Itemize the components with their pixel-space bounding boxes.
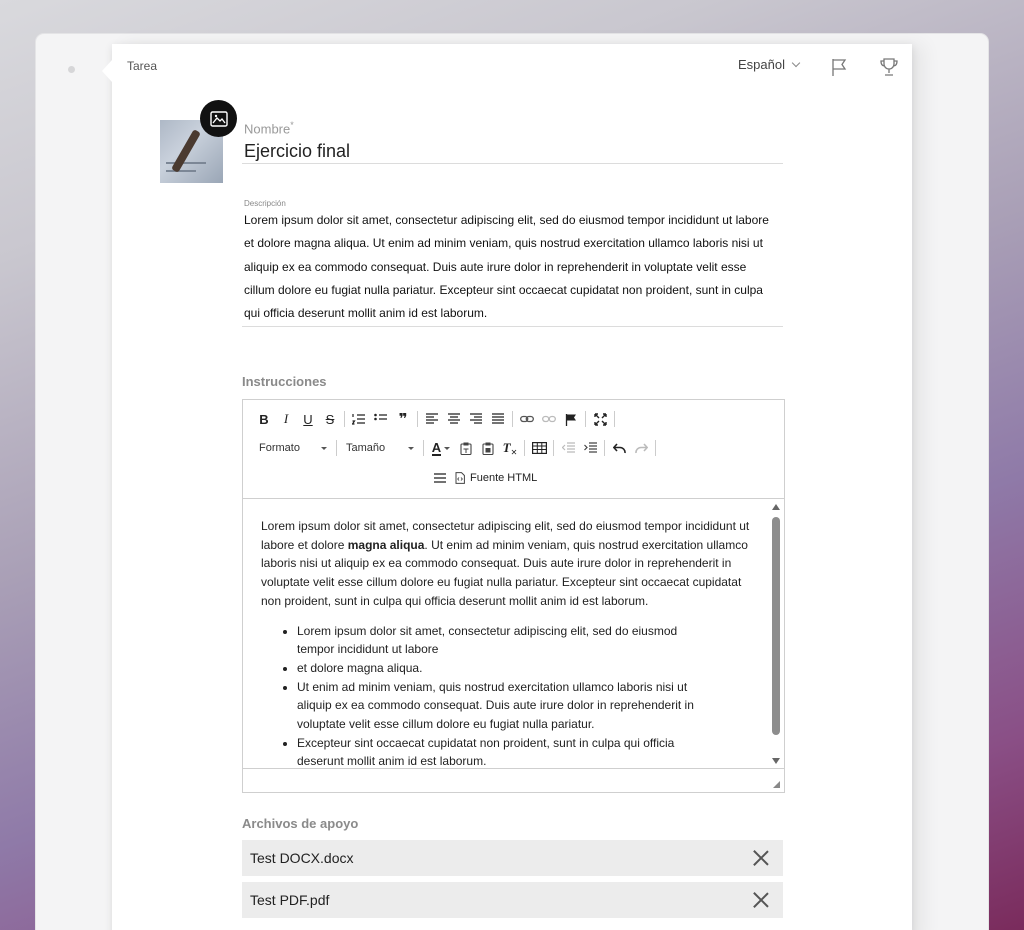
toolbar-row-3 xyxy=(429,467,541,489)
unlink-button[interactable] xyxy=(538,408,560,430)
maximize-button[interactable] xyxy=(589,408,611,430)
format-dropdown-label: Formato xyxy=(259,442,300,454)
name-label xyxy=(244,120,294,136)
toolbar-row-2 xyxy=(253,437,659,459)
language-label: Español xyxy=(738,57,785,72)
unlink-icon xyxy=(542,415,556,423)
horizontal-rule-button[interactable] xyxy=(429,467,451,489)
description-underline xyxy=(242,326,783,327)
underline-button[interactable]: U xyxy=(303,411,313,427)
toolbar-separator xyxy=(585,411,586,427)
maximize-icon xyxy=(594,413,607,426)
link-button[interactable] xyxy=(516,408,538,430)
scroll-down-arrow-icon[interactable] xyxy=(772,758,780,764)
clear-format-x-icon: ✕ xyxy=(510,447,518,457)
editor-statusbar xyxy=(243,768,784,792)
support-files-label: Archivos de apoyo xyxy=(242,816,359,831)
breadcrumb: Tarea xyxy=(127,59,158,73)
change-image-button[interactable] xyxy=(200,100,237,137)
justify-button[interactable] xyxy=(487,408,509,430)
toolbar-separator xyxy=(655,440,656,456)
redo-icon xyxy=(635,443,648,454)
file-name[interactable]: Test DOCX.docx xyxy=(250,850,354,866)
toolbar-separator xyxy=(344,411,345,427)
flag-icon[interactable] xyxy=(828,56,850,78)
redo-button[interactable] xyxy=(630,437,652,459)
clear-format-button[interactable] xyxy=(499,437,521,459)
text-color-letter: A xyxy=(431,439,442,455)
toolbar-separator xyxy=(336,440,337,456)
toolbar-separator xyxy=(512,411,513,427)
align-right-icon xyxy=(470,413,482,425)
html-source-icon xyxy=(455,472,465,484)
size-dropdown[interactable] xyxy=(340,437,420,459)
instructions-label: Instrucciones xyxy=(242,374,327,389)
blockquote-button[interactable]: ❞ xyxy=(398,411,408,428)
list-item: • Excepteur sint occaecat cupidatat non proident, sunt in culpa qui officia deserunt mollit anim id est laborum. xyxy=(297,734,717,769)
image-line xyxy=(166,162,206,164)
remove-file-close-icon[interactable] xyxy=(751,848,771,868)
image-line xyxy=(166,170,196,172)
bold-button[interactable]: B xyxy=(259,411,269,427)
task-sheet xyxy=(112,44,912,930)
align-left-icon xyxy=(426,413,438,425)
bullet-list-icon xyxy=(374,413,388,425)
undo-icon xyxy=(613,443,626,454)
undo-button[interactable] xyxy=(608,437,630,459)
align-center-button[interactable] xyxy=(443,408,465,430)
toolbar-separator xyxy=(423,440,424,456)
rich-text-editor xyxy=(242,399,785,793)
toolbar-row-1 xyxy=(253,408,618,430)
toolbar-separator xyxy=(614,411,615,427)
dropdown-arrow-icon xyxy=(408,447,414,450)
remove-file-close-icon[interactable] xyxy=(751,890,771,910)
editor-scrollbar[interactable] xyxy=(769,499,784,769)
format-dropdown[interactable] xyxy=(253,437,333,459)
table-icon xyxy=(532,442,547,454)
align-right-button[interactable] xyxy=(465,408,487,430)
back-card-dot xyxy=(68,66,75,73)
name-label-text: Nombre xyxy=(244,121,291,137)
align-center-icon xyxy=(448,413,460,425)
table-button[interactable] xyxy=(528,437,550,459)
text-color-button[interactable] xyxy=(427,437,455,459)
horizontal-rule-icon xyxy=(434,472,446,484)
list-item: • Ut enim ad minim veniam, quis nostrud exercitation ullamco laboris nisi ut aliquip ex ea commodo consequat. Duis aute irure dolor in reprehenderit in voluptate velit esse cillum dolore eu fugiat nulla pariatur. xyxy=(297,678,717,734)
paste-text-button[interactable] xyxy=(455,437,477,459)
file-name[interactable]: Test PDF.pdf xyxy=(250,892,330,908)
dropdown-arrow-icon xyxy=(444,447,450,450)
scrollbar-thumb[interactable] xyxy=(772,517,780,735)
paste-word-button[interactable] xyxy=(477,437,499,459)
align-left-button[interactable] xyxy=(421,408,443,430)
trophy-icon[interactable] xyxy=(878,56,900,78)
paragraph-bold-text: magna aliqua xyxy=(347,537,425,552)
paragraph-text: Lorem ipsum dolor sit amet, consectetur adipiscing elit, sed do eiusmod tempor incididunt ut labore et dolore xyxy=(261,519,750,552)
flag-anchor-icon xyxy=(565,413,577,426)
dropdown-arrow-icon xyxy=(321,447,327,450)
numbered-list-icon xyxy=(352,413,366,425)
required-mark: * xyxy=(290,120,294,130)
html-source-label: Fuente HTML xyxy=(470,472,538,484)
list-item: • Lorem ipsum dolor sit amet, consectetur adipiscing elit, sed do eiusmod tempor incididunt ut labore xyxy=(297,622,717,659)
paste-word-icon xyxy=(482,442,494,455)
sheet-notch xyxy=(102,60,112,82)
anchor-button[interactable] xyxy=(560,408,582,430)
description-text[interactable]: Lorem ipsum dolor sit amet, consectetur adipiscing elit, sed do eiusmod tempor incididunt ut labore et dolore magna aliqua. Ut enim ad minim veniam, quis nostrud exercitation ullamco laboris nisi ut aliquip ex ea commodo consequat. Duis aute irure dolor in reprehenderit in voluptate velit esse cillum dolore eu fugiat nulla pariatur. Excepteur sint occaecat cupidatat non proident, sunt in culpa qui officia deserunt mollit anim id est laborum. xyxy=(244,213,769,321)
resize-handle-icon[interactable] xyxy=(773,781,780,788)
scroll-up-arrow-icon[interactable] xyxy=(772,504,780,510)
language-selector[interactable] xyxy=(738,57,799,72)
name-input[interactable] xyxy=(244,138,782,164)
description-label: Descripción xyxy=(244,199,286,208)
content-bullet-list xyxy=(297,622,717,769)
numbered-list-button[interactable] xyxy=(348,408,370,430)
image-icon xyxy=(210,111,228,127)
justify-icon xyxy=(492,413,504,425)
content-paragraph xyxy=(261,517,752,611)
toolbar-separator xyxy=(417,411,418,427)
italic-button[interactable]: I xyxy=(283,411,289,426)
image-pen xyxy=(171,129,201,173)
toolbar-separator xyxy=(524,440,525,456)
name-underline xyxy=(242,163,783,164)
bullet-list-button[interactable] xyxy=(370,408,392,430)
indent-icon xyxy=(584,442,597,454)
list-item: • et dolore magna aliqua. xyxy=(297,659,717,678)
editor-toolbar xyxy=(243,400,784,499)
editor-content[interactable] xyxy=(243,499,770,769)
paragraph-text: . Ut enim ad minim veniam, quis nostrud exercitation ullamco laboris nisi ut aliquip ex ea commodo consequat. Duis aute irure dolor in reprehenderit in voluptate velit esse cillum dolore eu fugiat nulla pariatur. Excepteur sint occaecat cupidatat non proident, sunt in culpa qui officia deserunt mollit anim id est laborum. xyxy=(261,537,748,608)
clear-format-letter: T xyxy=(502,440,511,455)
outdent-icon xyxy=(562,442,575,454)
html-source-button[interactable] xyxy=(451,467,541,489)
paste-text-icon xyxy=(460,442,472,455)
file-item xyxy=(242,882,783,918)
link-icon xyxy=(520,415,534,423)
indent-button[interactable] xyxy=(579,437,601,459)
size-dropdown-label: Tamaño xyxy=(346,442,386,454)
strikethrough-button[interactable]: S xyxy=(325,411,335,427)
toolbar-separator xyxy=(604,440,605,456)
toolbar-separator xyxy=(553,440,554,456)
chevron-down-icon xyxy=(792,58,800,66)
outdent-button[interactable] xyxy=(557,437,579,459)
file-item xyxy=(242,840,783,876)
